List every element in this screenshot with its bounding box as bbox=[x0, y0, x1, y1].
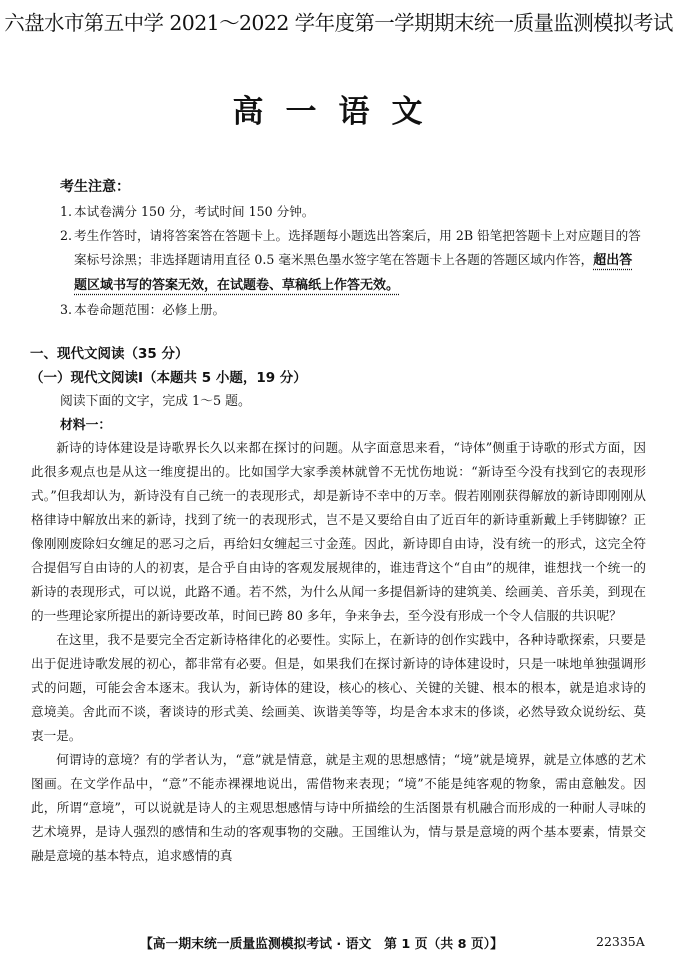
subject-title: 高一语文 bbox=[232, 94, 445, 130]
passage-paragraph: 何谓诗的意境？有的学者认为，“意”就是情意，就是主观的思想感情；“境”就是境界，就是立体感的艺术图画。在文学作品中，“意”不能赤裸裸地说出，需借物来表现；“境”不能是纯客观的物象，需由意触发。因此，所谓“意境”，可以说就是诗人的主观思想感情与诗中所描绘的生活图景有机融合而形成的一种耐人寻味的艺术境界，是诗人强烈的感情和生动的客观事物的交融。王国维认为，情与景是意境的两个基本要素，情景交融是意境的基本特点，追求感情的真 bbox=[31, 752, 646, 863]
passage-paragraph: 新诗的诗体建设是诗歌界长久以来都在探讨的问题。从字面意思来看，“诗体”侧重于诗歌的形式方面，因此很多观点也是从这一维度提出的。比如国学大家季羡林就曾不无忧伤地说：“新诗至今没有找到它的表现形式。”但我却认为，新诗没有自己统一的表现形式，却是新诗不幸中的万幸。假若刚刚获得解放的新诗即刚刚从格律诗中解放出来的新诗，找到了统一的表现形式，岂不是又要给自由了近百年的新诗重新戴上手铐脚镣？正像刚刚废除妇女缠足的恶习之后，再给妇女缠起三寸金莲。因此，新诗即自由诗，没有统一的形式，这完全符合提倡写自由诗的人的初衷，是合乎自由诗的客观发展规律的，谁违背这个“自由”的规律，谁想找一个统一的新诗的表现形式，可以说，此路不通。若不然，为什么从闻一多提倡新诗的建筑美、绘画美、音乐美，到现在的一些理论家所提出的新诗要改革，时间已跨 80 多年，争来争去，至今没有形成一个令人信服的共识呢？ bbox=[31, 440, 646, 623]
notice-item bbox=[60, 200, 645, 224]
paper-code: 22335A bbox=[596, 934, 645, 949]
section-heading: 一、现代文阅读（35 分） bbox=[30, 346, 189, 362]
notice-list bbox=[60, 200, 645, 322]
notice-item-number: 1. bbox=[60, 204, 73, 219]
notice-item bbox=[60, 224, 645, 298]
notice-item bbox=[60, 298, 645, 322]
notice-item-number: 2. bbox=[60, 228, 73, 243]
notice-item-text: 本试卷满分 150 分，考试时间 150 分钟。 bbox=[74, 204, 315, 219]
reading-instruction: 阅读下面的文字，完成 1～5 题。 bbox=[60, 394, 251, 409]
passage-paragraph: 在这里，我不是要完全否定新诗格律化的必要性。实际上，在新诗的创作实践中，各种诗歌探索，只要是出于促进诗歌发展的初心，都非常有必要。但是，如果我们在探讨新诗的诗体建设时，只是一味地单独强调形式的问题，可能会舍本逐末。我认为，新诗体的建设，核心的核心、关键的关键、根本的根本，就是追求诗的意境美。舍此而不谈，奢谈诗的形式美、绘画美、诙谐美等等，均是舍本求末的侈谈，必然导致众说纷纭、莫衷一是。 bbox=[31, 632, 646, 743]
exam-title: 六盘水市第五中学 2021～2022 学年度第一学期期末统一质量监测模拟考试 bbox=[4, 11, 673, 35]
notice-emphasis: 超出答题区域书写的答案无效，在试题卷、草稿纸上作答无效。 bbox=[74, 253, 633, 293]
passage-body bbox=[31, 436, 646, 868]
sub-section-heading: （一）现代文阅读Ⅰ（本题共 5 小题，19 分） bbox=[30, 370, 307, 386]
notice-item-number: 3. bbox=[60, 302, 73, 317]
notice-item-text: 本卷命题范围：必修上册。 bbox=[74, 302, 226, 317]
material-label: 材料一： bbox=[60, 418, 112, 433]
notice-heading: 考生注意： bbox=[60, 179, 130, 195]
notice-item-text bbox=[74, 224, 645, 298]
page-footer: 【高一期末统一质量监测模拟考试 · 语文 第 1 页（共 8 页）】 bbox=[140, 937, 503, 952]
notice-item-body: 考生作答时，请将答案答在答题卡上。选择题每小题选出答案后，用 2B 铅笔把答题卡上对应题目的答案标号涂黑；非选择题请用直径 0.5 毫米黑色墨水签字笔在答题卡上各题的答题区域内作答， bbox=[74, 228, 641, 267]
